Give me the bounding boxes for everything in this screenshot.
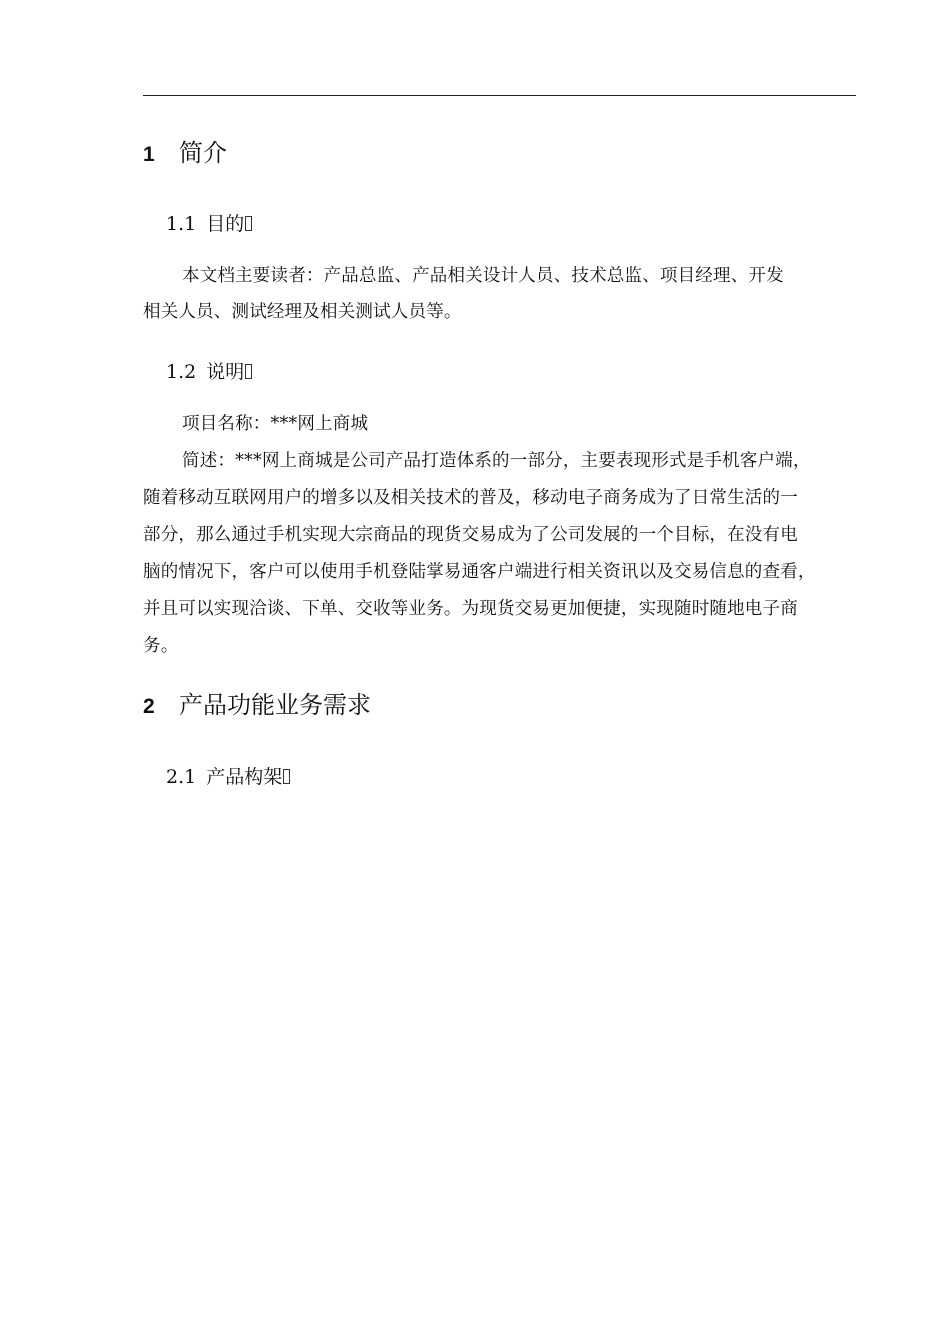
section-1-1-number: 1.1 — [166, 213, 197, 235]
section-1-2-heading — [166, 359, 252, 385]
missing-glyph-icon — [245, 216, 252, 231]
missing-glyph-icon — [245, 364, 252, 379]
missing-glyph-icon — [283, 769, 290, 784]
description-line-3: 部分，那么通过手机实现大宗商品的现货交易成为了公司发展的一个目标，在没有电 — [143, 525, 798, 545]
project-name-line: 项目名称：***网上商城 — [182, 414, 369, 434]
description-line-4: 脑的情况下，客户可以使用手机登陆掌易通客户端进行相关资讯以及交易信息的查看， — [143, 562, 816, 582]
description-line-2: 随着移动互联网用户的增多以及相关技术的普及，移动电子商务成为了日常生活的一 — [143, 488, 798, 508]
section-2-title: 产品功能业务需求 — [179, 691, 371, 719]
header-rule — [143, 95, 856, 96]
section-2-1-number: 2.1 — [166, 766, 197, 788]
section-1-2-number: 1.2 — [166, 361, 197, 383]
section-2-1-heading — [166, 764, 290, 790]
section-2-number: 2 — [143, 695, 155, 718]
description-line-5: 并且可以实现洽谈、下单、交收等业务。为现货交易更加便捷，实现随时随地电子商 — [143, 599, 798, 619]
section-1-2-title: 说明 — [206, 361, 245, 383]
section-1-number: 1 — [143, 143, 155, 166]
purpose-line-1: 本文档主要读者：产品总监、产品相关设计人员、技术总监、项目经理、开发 — [182, 266, 784, 286]
purpose-line-2: 相关人员、测试经理及相关测试人员等。 — [143, 302, 462, 322]
section-1-1-heading — [166, 211, 252, 237]
description-line-1: 简述：***网上商城是公司产品打造体系的一部分，主要表现形式是手机客户端， — [182, 451, 811, 471]
section-1-heading — [143, 138, 227, 170]
section-1-title: 简介 — [179, 139, 227, 167]
section-2-1-title: 产品构架 — [206, 766, 283, 788]
description-line-6: 务。 — [143, 636, 179, 656]
section-2-heading — [143, 690, 371, 722]
section-1-1-title: 目的 — [206, 213, 245, 235]
